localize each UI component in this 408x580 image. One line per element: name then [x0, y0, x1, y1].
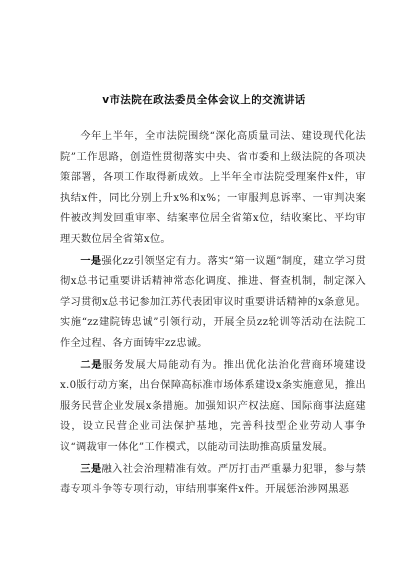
paragraph-lead: 一是 [80, 254, 102, 267]
paragraph-text: 今年上半年，全市法院围绕“深化高质量司法、建设现代化法院”工作思路，创造性贯彻落实中央、省市委和上级法院的各项决策部署，各项工作取得新成效。上半年全市法院受理案件x件，审执结x件，同比分别上升x%和x%；一审服判息诉率、一审判决案件被改判发回重审率、结案率位居全省第x位，结收案比、平均审理天数位居全省第x位。 [60, 131, 366, 245]
paragraph-intro [60, 126, 366, 251]
paragraph-point-1 [60, 251, 366, 355]
paragraph-point-3 [60, 459, 366, 501]
document-body [60, 126, 366, 501]
paragraph-lead: 三是 [80, 462, 102, 475]
paragraph-text: 融入社会治理精准有效。严厉打击严重暴力犯罪，参与禁毒专项斗争等专项行动，审结刑事案件x件。开展惩治涉网黑恶 [60, 463, 366, 496]
document-title: v市法院在政法委员全体会议上的交流讲话 [102, 94, 306, 106]
paragraph-point-2 [60, 355, 366, 459]
paragraph-text: 服务发展大局能动有为。推出优化法治化营商环境建设x.0版行动方案，出台保障高标准市场体系建设x条实施意见，推出服务民营企业发展x条措施。加强知识产权法庭、国际商事法庭建设，设立民营企业司法保护基地，完善科技型企业劳动人事争议“调裁审一体化”工作模式，以能动司法助推高质量发展。 [60, 359, 366, 453]
paragraph-text: 强化zz引领坚定有力。落实“第一议题”制度，建立学习贯彻x总书记重要讲话精神常态化调度、推进、督查机制，制定深入学习贯彻x总书记参加江苏代表团审议时重要讲话精神的x条意见。实施“zz建院铸忠诚”引领行动，开展全员zz轮训等活动在法院工作全过程、各方面铸牢zz忠诚。 [60, 255, 366, 349]
paragraph-lead: 二是 [80, 358, 103, 371]
